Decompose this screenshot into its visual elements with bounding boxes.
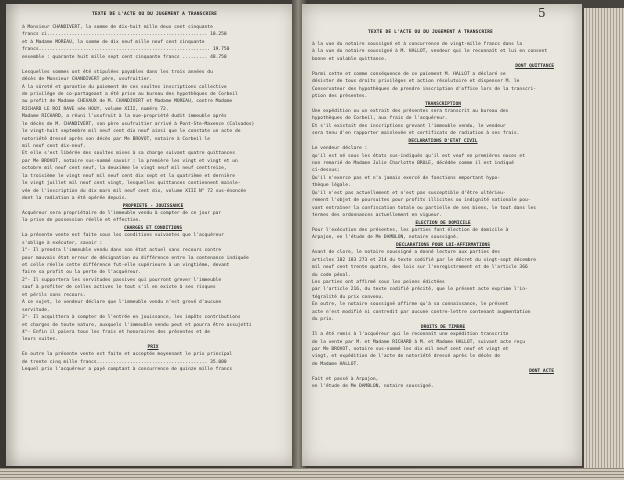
text-line: termes des ordonnances actuellement en vigueur. — [312, 213, 442, 219]
text-line: du prix. — [312, 317, 335, 323]
right-page-header: TEXTE DE L'ACTE OU DU JUGEMENT A TRANSCRIRE — [368, 30, 494, 35]
text-line: s'oblige à exécuter, savoir : — [22, 240, 103, 246]
text-line: bonne et valable quittance. — [312, 56, 387, 62]
text-line: rement l'objet de poursuites pour profits illicites ou indignité nationale pou- — [312, 198, 531, 204]
text-line: Qu'il n'est pas actuellement et n'est pas susceptible d'être ultérieu- — [312, 190, 506, 196]
page-edges — [584, 8, 624, 474]
text-line: acte n'est modifié ni contredit par aucune contre-lettre contenant augmentation — [312, 309, 531, 315]
text-line: servitude. — [22, 307, 50, 313]
text-line: ELECTION DE DOMICILE — [415, 220, 471, 226]
text-line: dont la radiation a été opérée depuis. — [22, 196, 128, 202]
text-line: de la vente par M. et Madame RICHARD à M. et Madame HALLOT, suivant acte reçu — [312, 339, 525, 345]
text-line: ensemble : quarante huit mille sept cent cinquante francs ......... 48.750 — [22, 54, 227, 60]
text-line — [22, 61, 284, 68]
text-line: et charges de toute nature, auxquels l'immeuble vendu peut et pourra être assujetti — [22, 322, 252, 328]
text-line: Madame RICHARD, a réuni l'usufruit à la nue-propriété dudit immeuble après — [22, 114, 227, 120]
text-line: qu'il est né sous les états sus-indiqués qu'il est veuf en premières noces et — [312, 153, 525, 159]
text-line: le vingt-huit septembre mil neuf cent dix neuf ainsi que le constate un acte de — [22, 129, 241, 135]
text-line: francs ci.......................................................... 18.250 — [22, 32, 227, 38]
text-line: leurs suites. — [22, 337, 58, 343]
text-line: Arpajon, en l'étude de Me DAMBLON, notaire soussigné. — [312, 235, 459, 241]
text-line: sauf à profiter de celles actives le tout s'il en existe à ses risques — [22, 285, 216, 291]
left-page-text — [22, 24, 284, 374]
text-line: DECLARATIONS POUR LOI-AFFIRMATIONS — [395, 242, 491, 248]
text-line: CHARGES ET CONDITIONS — [123, 225, 183, 231]
text-line: Il a été remis à l'acquéreur qui le reconnaît une expédition transcrite — [312, 332, 509, 338]
text-line: désister de tous droits privilèges et action résolutoire et dispenser M. le — [312, 79, 520, 85]
text-line: par Me BROVOT, notaire sus-nommé les dix mil neuf cent neuf et vingt et — [312, 346, 509, 352]
text-line: hypothèques de Corbeil, aux frais de l'acquéreur. — [312, 116, 448, 122]
text-line: Lesquelles sommes ont été stipulées payables dans les trois années du — [22, 69, 213, 75]
text-line: notoriété dressé après son décès par Me BROVOT, notaire à Corbeil le — [22, 136, 211, 142]
text-line: pour mauvais état erreur de désignation ou différence entre la contenance indiquée — [22, 255, 249, 261]
text-line: à la vue du notaire soussigné et à concurrence de vingt-mille francs dans la — [312, 42, 523, 47]
text-line: A ce sujet, le vendeur déclare que l'immeuble vendu n'est grevé d'aucune — [22, 300, 222, 306]
text-line: PROPRIETE - JOUISSANCE — [122, 203, 184, 209]
text-line: de trente cinq mille francs........................................ 35.000 — [22, 359, 227, 365]
text-line: DONT QUITTANCE — [515, 64, 554, 70]
text-line: de Madame HALLOT. — [312, 361, 360, 367]
text-line: décès de Monsieur CHANDIVERT père, usufruitier. — [22, 77, 152, 83]
text-line: Qu'il n'exerce pas et n'a jamais exercé de fonctions emportant hypo- — [312, 175, 501, 181]
text-line: à la vue du notaire soussigné à M. HALLOT, vendeur qui le reconnaît et lui en consent — [312, 49, 548, 55]
left-page-header: TEXTE DE L'ACTE OU DU JUGEMENT A TRANSCRIRE — [92, 12, 218, 17]
text-line: La présente vente est faite sous les conditions suivantes que l'acquéreur — [22, 233, 224, 239]
text-line: Une expédition ou un extrait des présentes sera transcrit au bureau des — [312, 108, 509, 114]
text-line: vingt, et expédition de l'acte de notoriété dressé après le décès de — [312, 354, 501, 360]
text-line: Conservateur des hypothèques de prendre inscription d'office lors de la transcri- — [312, 86, 537, 92]
text-line: faire sa profit ou la perte de l'acquéreur. — [22, 270, 141, 276]
text-line: la prise de possession réelle et effective. — [22, 218, 141, 224]
text-line: de privilège de co-partageant a été prise au bureau des hypothèques de Corbeil — [22, 91, 238, 97]
text-line: octobre mil neuf cent neuf, la deuxième le vingt neuf mil neuf centtreize, — [22, 166, 227, 172]
text-line: ci-dessus; — [312, 168, 340, 174]
text-line: non remarié de Madame Julie Charlotte BRULE, décédée comme il est indiqué — [312, 161, 514, 166]
text-line: Et s'il existait des inscriptions grevant l'immeuble vendu, le vendeur — [312, 123, 506, 129]
text-line: Parmi cette et comme conséquence de ce paiement M. HALLOT a déclaré se — [312, 71, 506, 77]
text-line: RICHARD LE ROI RAVE née HOUY, volume XIII, numéro 72. — [22, 106, 169, 112]
text-line: à Monsieur CHANDIVERT, la somme de dix-huit mille deux cent cinquante — [22, 25, 213, 30]
text-line: et périls sans recours. — [22, 292, 86, 298]
text-line: francs.............................................................. 19.750 — [22, 47, 230, 53]
text-line: en l'étude de Me DAMBLON, notaire soussigné. — [312, 384, 434, 390]
text-line: DROITS DE TIMBRE — [420, 324, 466, 330]
text-line: le vingt juillet mil neuf cent vingt, lesquelles quittances contiennent mainle- — [22, 181, 241, 187]
text-line: DECLARATIONS D'ETAT CIVIL — [408, 138, 478, 144]
text-line: Les parties ont affirmé sous les peines édictées — [312, 280, 445, 285]
right-page — [302, 4, 582, 466]
text-line: DONT ACTE — [529, 369, 554, 375]
text-line: tégralité du prix convenu. — [312, 294, 384, 300]
text-line: PRIX — [147, 344, 159, 350]
text-line: et à Madame MOREAU, la somme de dix neuf mille neuf cent cinquante — [22, 39, 205, 45]
text-line: Et elle s'est libérée des soultes mises à sa charge suivant quatre quittances — [22, 151, 235, 157]
left-page — [6, 4, 296, 466]
text-line: et celle réelle cette différence fut-elle supérieure à un vingtième, devant — [22, 263, 230, 268]
text-line: 1°- Il prendra l'immeuble vendu dans son état actuel sans recours contre — [22, 248, 222, 254]
text-line: sera tenu d'en rapporter mainlevée et certificats de radiation à ses frais. — [312, 131, 520, 137]
text-line: au profit de Madame CHEVAUX de M. CHANDIVERT et Madame MOREAU, contre Madame — [22, 99, 233, 105]
text-line: Avant de clore, le notaire soussigné a donné lecture aux parties des — [312, 250, 501, 256]
text-line: ption des présentes. — [312, 94, 368, 100]
text-line: le décès de M. CHANDIVERT, son père usufruitier arrivé à Pont-Ste-Maxence (Calvados) — [22, 121, 255, 127]
text-line: la troisième le vingt neuf mil neuf cent dix sept et la quatrième et dernière — [22, 173, 235, 179]
text-line: articles 182 183 273 et 214 du texte codifié par le décret du vingt-sept décembre — [312, 257, 537, 263]
text-line: En outre la présente vente est faite et acceptée moyennant le prix principal — [22, 352, 233, 358]
text-line: par Me BROVOT, notaire sus-nommé savoir : la première les vingt et vingt et un — [22, 158, 238, 164]
right-page-text — [312, 41, 574, 391]
text-line: Fait et passé à Arpajon, — [312, 376, 379, 382]
text-line: mil neuf cent dix-neuf. — [22, 144, 86, 149]
text-line: Acquéreur sera propriétaire de l'immeuble vendu à compter de ce jour par — [22, 210, 222, 216]
text-line: Pour l'exécution des présentes, les parties font élection de domicile à — [312, 227, 509, 233]
text-line: TRANSCRIPTION — [425, 101, 461, 107]
text-line: 3°- Il acquittera à compter de l'entrée en jouissance, les impôts contributions — [22, 315, 241, 321]
book-bottom-edge — [0, 468, 624, 480]
text-line: 2°- Il supportera les servitudes passives qui pourront grever l'immeuble — [22, 277, 222, 283]
text-line: par l'article 216, du texte codifié précité, que le présent acte exprime l'in- — [312, 287, 528, 293]
page-shadow — [6, 4, 20, 466]
text-line: vée de l'inscription du dix mars mil neuf cent dix, volume XIII N° 72 sus-énoncée — [22, 188, 247, 194]
text-line: du code pénal. — [312, 272, 351, 278]
text-line: vant entraîner la confiscation totale ou partielle de ses biens, le tout dans les — [312, 205, 537, 211]
text-line: mil neuf cent trente quatre, des lois sur l'enregistrement et de l'article 366 — [312, 265, 528, 271]
text-line: A la sûreté et garantie du paiement de ces soultes inscriptions collective — [22, 84, 227, 90]
text-line: thèque légale. — [312, 183, 351, 189]
page-number: 5 — [538, 6, 546, 20]
text-line: En outre, le notaire soussigné affirme qu'à sa connaissance, le présent — [312, 302, 509, 308]
text-line: 4°- Enfin il paiera tous les frais et honoraires des présentes et de — [22, 329, 211, 335]
text-line: Lequel prix l'acquéreur a payé comptant à concurrence de quinze mille francs — [22, 367, 233, 373]
text-line: Le vendeur déclare : — [312, 146, 368, 152]
